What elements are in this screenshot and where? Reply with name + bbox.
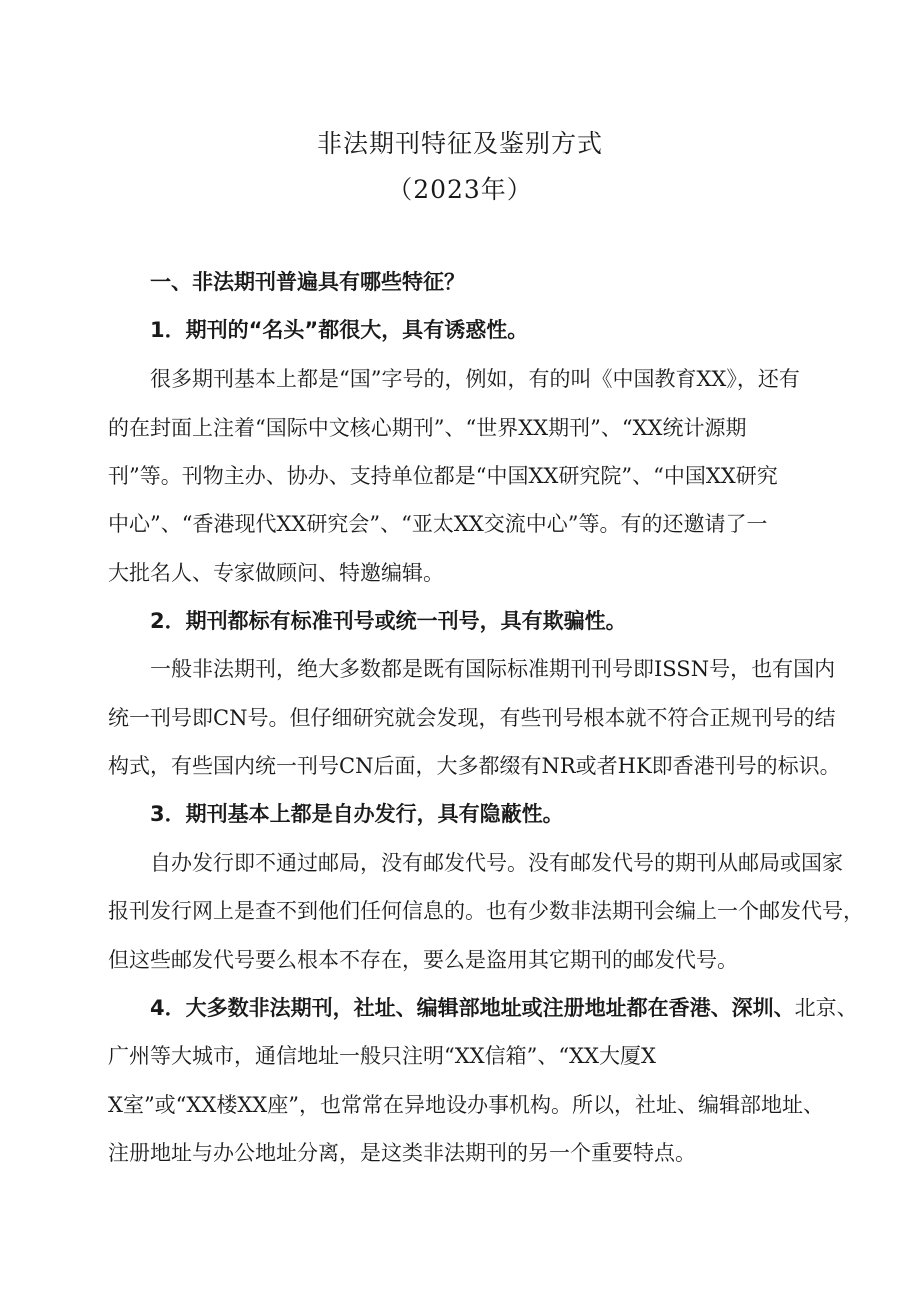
- item2-line: 构式，有些国内统一刊号CN后面，大多都缀有NR或者HK即香港刊号的标识。: [108, 754, 841, 778]
- item2-line: 统一刊号即CN号。但仔细研究就会发现，有些刊号根本就不符合正规刊号的结: [108, 706, 836, 730]
- section1-heading: 一、非法期刊普遍具有哪些特征？: [150, 270, 465, 294]
- item3-line: 但这些邮发代号要么根本不存在，要么是盗用其它期刊的邮发代号。: [108, 948, 738, 972]
- item2-heading: 2．期刊都标有标准刊号或统一刊号，具有欺骗性。: [150, 609, 627, 633]
- item4-heading: [150, 984, 858, 1032]
- item3-line: 自办发行即不通过邮局，没有邮发代号。没有邮发代号的期刊从邮局或国家: [150, 851, 843, 875]
- document-subtitle: （2023年）: [387, 175, 533, 204]
- item4-line: 广州等大城市，通信地址一般只注明“XX信箱”、“XX大厦X: [108, 1044, 656, 1068]
- item1-line: 中心”、“香港现代XX研究会”、“亚太XX交流中心”等。有的还邀请了一: [108, 512, 768, 536]
- item4-line: 注册地址与办公地址分离，是这类非法期刊的另一个重要特点。: [108, 1141, 696, 1165]
- item1-heading: 1．期刊的“名头”都很大，具有诱惑性。: [150, 318, 529, 342]
- item3-line: 报刊发行网上是查不到他们任何信息的。也有少数非法期刊会编上一个邮发代号，: [108, 899, 864, 923]
- item4-heading-bold: 4．大多数非法期刊，社址、编辑部地址或注册地址都在香港、深圳、: [150, 996, 795, 1020]
- item1-line: 很多期刊基本上都是“国”字号的，例如，有的叫《中国教育XX》，还有: [150, 367, 800, 391]
- item1-line: 的在封面上注着“国际中文核心期刊”、“世界XX期刊”、“XX统计源期: [108, 416, 747, 440]
- item4-heading-rest: 北京、: [794, 996, 858, 1020]
- item2-line: 一般非法期刊，绝大多数都是既有国际标准期刊刊号即ISSN号，也有国内: [150, 657, 836, 681]
- item1-line: 大批名人、专家做顾问、特邀编辑。: [108, 561, 444, 585]
- item1-line: 刊”等。刊物主办、协办、支持单位都是“中国XX研究院”、“中国XX研究: [108, 464, 778, 488]
- item3-heading: 3．期刊基本上都是自办发行，具有隐蔽性。: [150, 802, 564, 826]
- document-title: 非法期刊特征及鉴别方式: [316, 129, 603, 158]
- item4-line: X室”或“XX楼XX座”，也常常在异地设办事机构。所以，社址、编辑部地址、: [108, 1093, 824, 1117]
